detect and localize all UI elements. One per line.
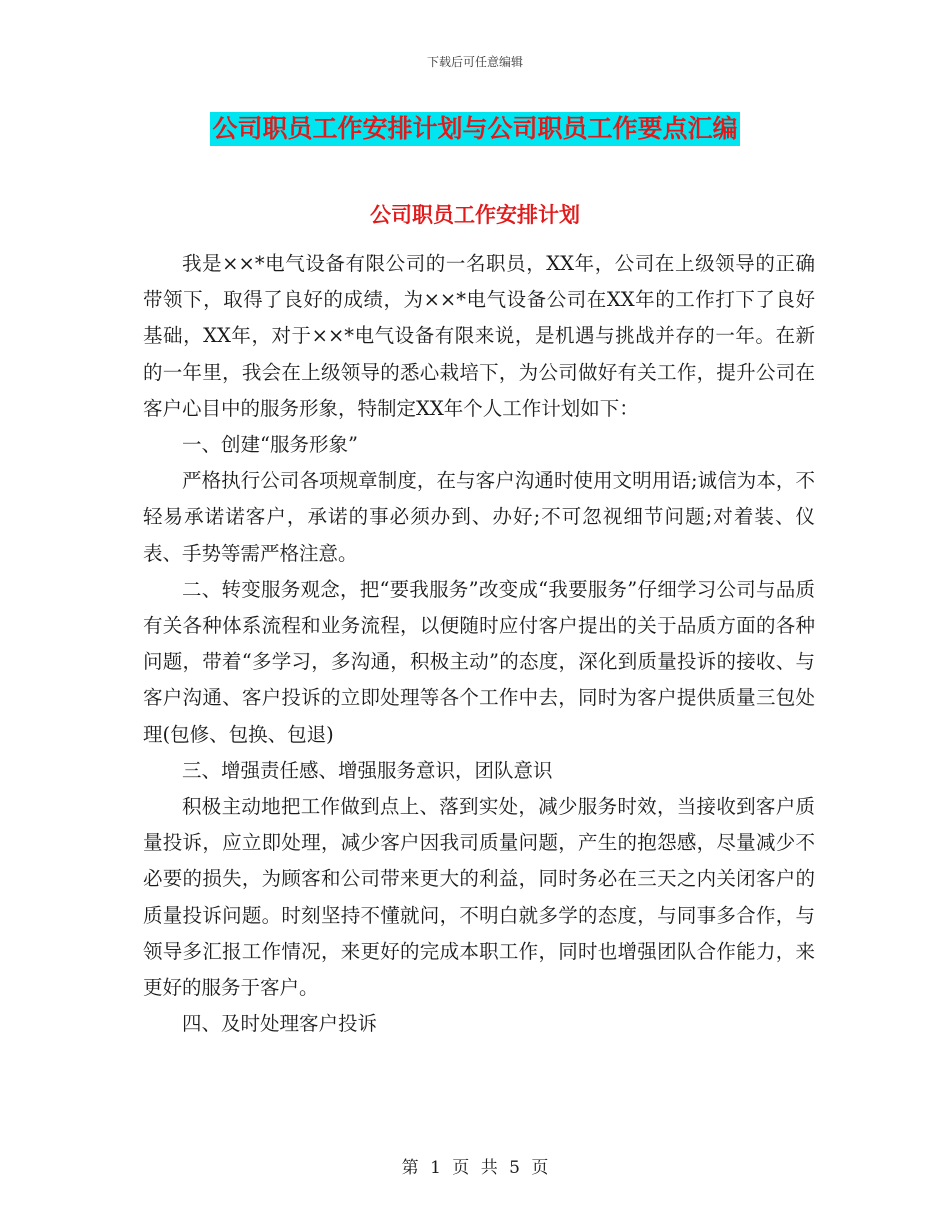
- page-current: 1: [430, 1158, 441, 1178]
- heading-responsibility: 三、增强责任感、增强服务意识，团队意识: [182, 758, 553, 782]
- header-note: 下载后可任意编辑: [426, 55, 523, 69]
- page-label-prefix: 第: [401, 1158, 419, 1178]
- page-footer: [0, 1153, 950, 1178]
- heading-service-image: 一、创建“服务形象”: [182, 433, 358, 457]
- paragraph-service-concept: 二、转变服务观念，把“要我服务”改变成“我要服务”仔细学习公司与品质有关各种体系流程和业务流程，以便随时应付客户提出的关于品质方面的各种问题，带着“多学习，多沟通，积极主动”的态度，深化到质量投诉的接收、与客户沟通、客户投诉的立即处理等各个工作中去，同时为客户提供质量三包处理(包修、包换、包退): [143, 577, 815, 746]
- page-total: 5: [509, 1158, 520, 1178]
- section-title: 公司职员工作安排计划: [370, 202, 580, 227]
- paragraph-responsibility: 积极主动地把工作做到点上、落到实处，减少服务时效，当接收到客户质量投诉，应立即处理，减少客户因我司质量问题，产生的抱怨感，尽量减少不必要的损失，为顾客和公司带来更大的利益，同时务必在三天之内关闭客户的质量投诉问题。时刻坚持不懂就问，不明白就多学的态度，与同事多合作，与领导多汇报工作情况，来更好的完成本职工作，同时也增强团队合作能力，来更好的服务于客户。: [143, 795, 815, 1000]
- document-title-container: [0, 112, 950, 146]
- page-label-mid: 页: [452, 1158, 470, 1178]
- paragraph-service-image: 严格执行公司各项规章制度，在与客户沟通时使用文明用语;诚信为本，不轻易承诺诺客户，承诺的事必须办到、办好;不可忽视细节问题;对着装、仪表、手势等需严格注意。: [143, 469, 815, 565]
- paragraph-intro: 我是××*电气设备有限公司的一名职员，XX年，公司在上级领导的正确带领下，取得了良好的成绩，为××*电气设备公司在XX年的工作打下了良好基础，XX年，对于××*电气设备有限来说，是机遇与挑战并存的一年。在新的一年里，我会在上级领导的悉心栽培下，为公司做好有关工作，提升公司在客户心目中的服务形象，特制定XX年个人工作计划如下：: [143, 252, 815, 420]
- page-total-prefix: 共: [480, 1158, 498, 1178]
- document-title: 公司职员工作安排计划与公司职员工作要点汇编: [210, 112, 739, 146]
- document-body: [143, 246, 815, 1042]
- heading-complaints: 四、及时处理客户投诉: [182, 1012, 378, 1036]
- page-label-suffix: 页: [531, 1158, 549, 1178]
